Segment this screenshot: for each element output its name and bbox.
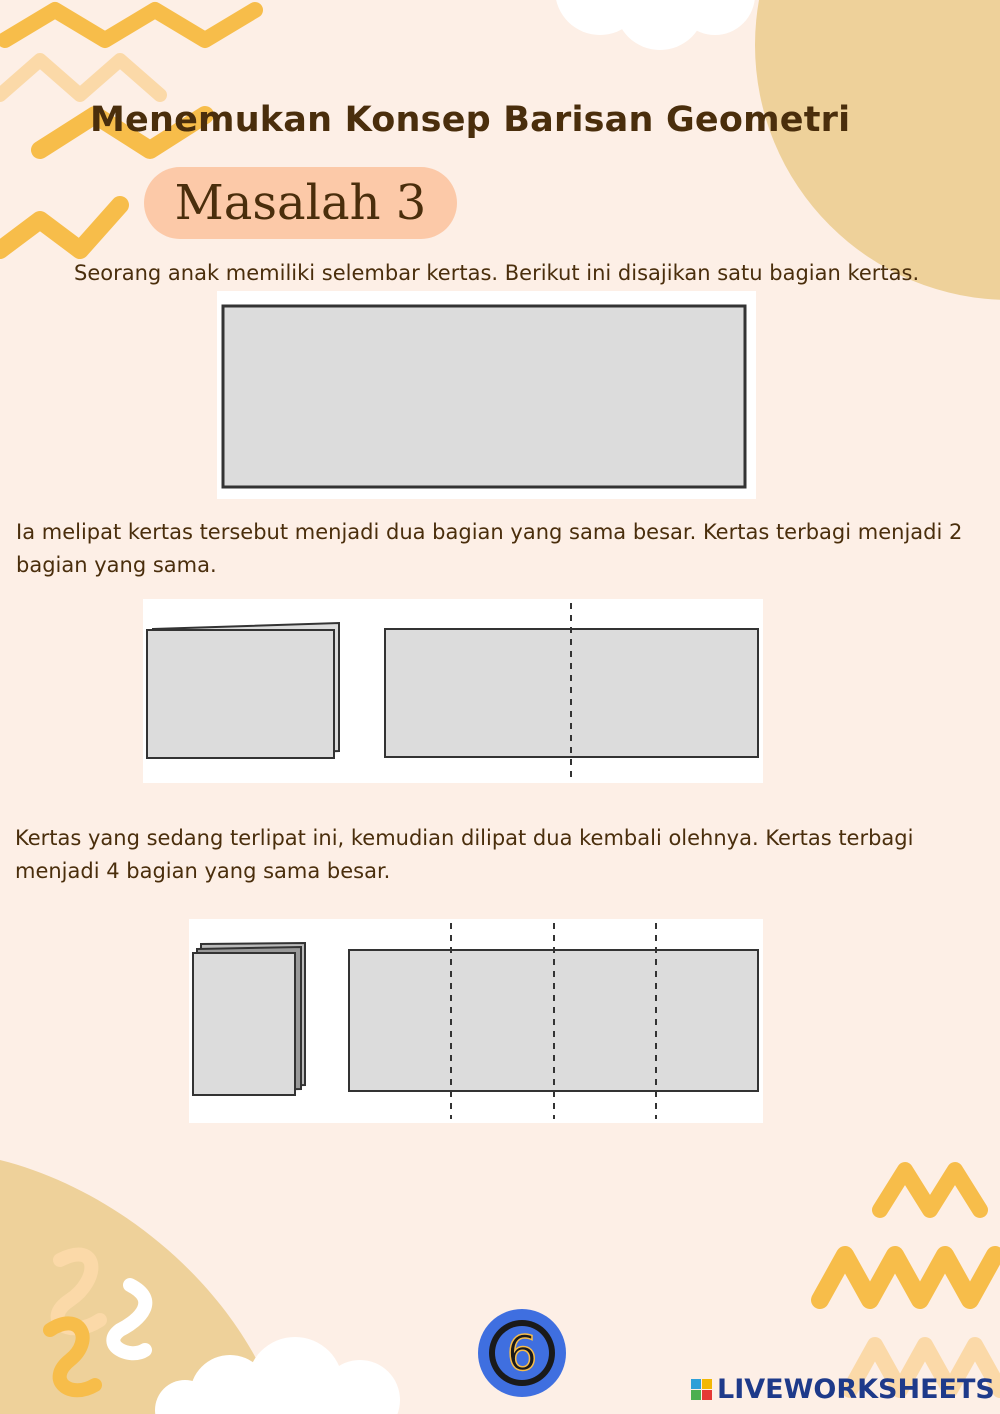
paper-rectangle xyxy=(223,306,745,487)
figure-folded-once xyxy=(143,599,763,783)
figure-single-paper xyxy=(217,291,756,499)
liveworksheets-icon xyxy=(691,1379,713,1401)
page-number: 6 xyxy=(506,1326,538,1382)
paragraph-3 xyxy=(15,822,913,888)
paragraph-3-line-2: menjadi 4 bagian yang sama besar. xyxy=(15,859,391,883)
paragraph-1: Seorang anak memiliki selembar kertas. Berikut ini disajikan satu bagian kertas. xyxy=(74,261,920,285)
brand-text: LIVEWORKSHEETS xyxy=(717,1374,995,1405)
paragraph-2 xyxy=(16,516,962,582)
brand-logo xyxy=(691,1374,995,1405)
folded-paper-two-layers xyxy=(147,623,339,758)
problem-label-pill xyxy=(144,167,457,239)
problem-label: Masalah 3 xyxy=(174,175,427,231)
paragraph-3-line-1: Kertas yang sedang terlipat ini, kemudian dilipat dua kembali olehnya. Kertas terbagi xyxy=(15,826,914,850)
paragraph-2-line-1: Ia melipat kertas tersebut menjadi dua bagian yang sama besar. Kertas terbagi menjadi 2 xyxy=(16,520,963,544)
folded-paper-four-layers xyxy=(193,943,305,1095)
bottom-right-zigzag-3 xyxy=(880,1170,980,1210)
top-right-blob xyxy=(755,0,1000,300)
page-number-badge xyxy=(476,1307,568,1399)
paragraph-2-line-2: bagian yang sama. xyxy=(16,553,217,577)
left-zigzag-2 xyxy=(0,205,120,250)
page-title: Menemukan Konsep Barisan Geometri xyxy=(90,100,851,140)
figure-folded-twice xyxy=(189,919,763,1123)
top-left-squiggle xyxy=(5,10,255,40)
bottom-right-zigzag xyxy=(820,1255,995,1300)
top-cloud xyxy=(555,0,755,50)
top-left-squiggle-light xyxy=(0,60,160,95)
